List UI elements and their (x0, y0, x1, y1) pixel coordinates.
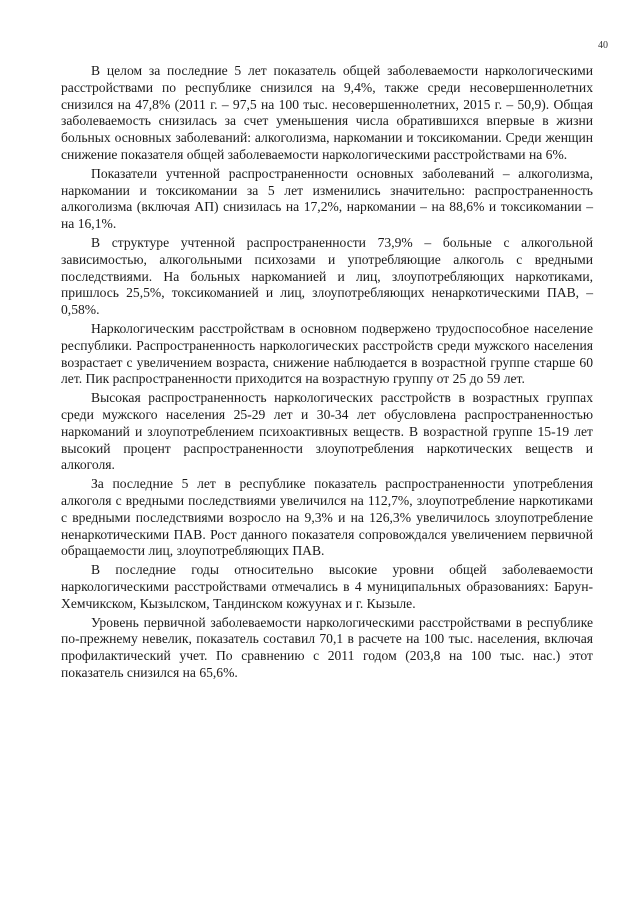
paragraph: Высокая распространенность наркологических расстройств в возрастных группах среди мужского населения 25-29 лет и 30-34 лет обусловлена распространенностью наркоманий и злоупотреблением психоактивных веществ. В возрастной группе 15-19 лет высокий процент распространенности злоупотребления наркотических веществ и алкоголя. (61, 390, 593, 473)
page-number: 40 (598, 40, 608, 51)
paragraph: В последние годы относительно высокие уровни общей заболеваемости наркологическими расстройствами отмечались в 4 муниципальных образованиях: Барун-Хемчикском, Кызылском, Тандинском кожуунах и г. Кызыле. (61, 562, 593, 611)
paragraph: Наркологическим расстройствам в основном подвержено трудоспособное население республики. Распространенность наркологических расстройств среди мужского населения возрастает с увеличением возраста, снижение наблюдается в возрастной группе старше 60 лет. Пик распространенности приходится на возрастную группу от 25 до 59 лет. (61, 320, 593, 387)
paragraph: В структуре учтенной распространенности 73,9% – больные с алкогольной зависимостью, алкогольными психозами и употребляющие алкоголь с вредными последствиями. На больных наркоманией и лиц, злоупотребляющих наркотиками, пришлось 25,5%, токсикоманией и лиц, злоупотребляющих ненаркотическими ПАВ, – 0,58%. (61, 234, 593, 318)
paragraph: В целом за последние 5 лет показатель общей заболеваемости наркологическими расстройствами по республике снизился на 9,4%, также среди несовершеннолетних снизился на 47,8% (2011 г. – 97,5 на 100 тыс. несовершеннолетних, 2015 г. – 50,9). Общая заболеваемость снизилась за счет уменьшения числа обратившихся впервые в жизни больных основных заболеваний: алкоголизма, наркомании и токсикомании. Среди женщин снижение показателя общей заболеваемости наркологическими расстройствами на 6%. (61, 63, 593, 162)
document-body (61, 63, 593, 684)
paragraph: За последние 5 лет в республике показатель распространенности употребления алкоголя с вредными последствиями увеличился на 112,7%, злоупотребление наркотиками с вредными последствиями возросло на 9,3% и на 126,3% увеличилось злоупотребление ненаркотическими ПАВ. Рост данного показателя сопровождался увеличением первичной обращаемости лиц, злоупотребляющих ПАВ. (61, 476, 593, 559)
paragraph: Показатели учтенной распространенности основных заболеваний – алкоголизма, наркомании и токсикомании за 5 лет изменились значительно: распространенность алкоголизма (включая АП) снизилась на 17,2%, наркомании – на 88,6% и токсикомании – на 16,1%. (61, 165, 593, 232)
paragraph: Уровень первичной заболеваемости наркологическими расстройствами в республике по-прежнему невелик, показатель составил 70,1 в расчете на 100 тыс. населения, включая профилактический учет. По сравнению с 2011 годом (203,8 на 100 тыс. нас.) этот показатель снизился на 65,6%. (61, 614, 593, 680)
